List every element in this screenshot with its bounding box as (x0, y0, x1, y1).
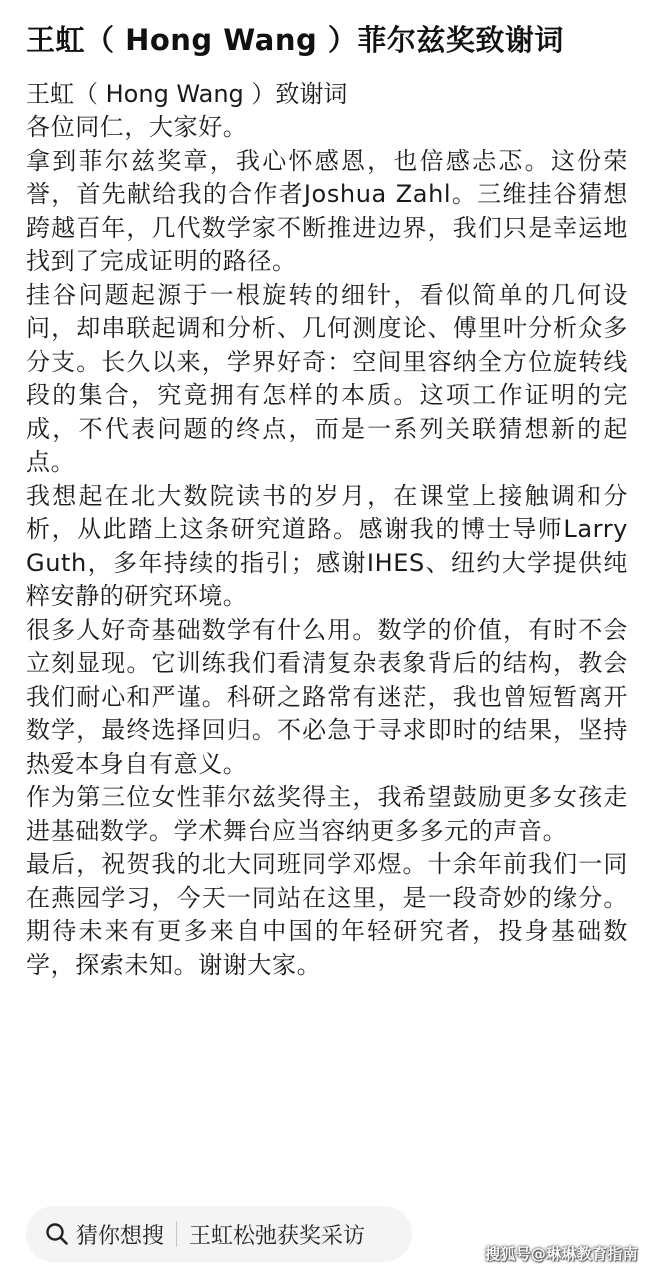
paragraph-women: 作为第三位女性菲尔兹奖得主，我希望鼓励更多女孩走进基础数学。学术舞台应当容纳更多多元的声音。 (26, 783, 628, 845)
paragraph-greeting: 各位同仁，大家好。 (26, 113, 248, 141)
suggested-query-link[interactable]: 王虹松弛获奖采访 (189, 1223, 366, 1249)
search-divider (176, 1221, 177, 1247)
paragraph-pku: 我想起在北大数院读书的岁月，在课堂上接触调和分析，从此踏上这条研究道路。感谢我的博士导师Larry Guth，多年持续的指引；感谢IHES、纽约大学提供纯粹安静的研究环境。 (26, 481, 628, 610)
suggested-search-bar[interactable] (26, 1206, 412, 1262)
source-watermark: 搜狐号@琳琳教育指南 (484, 1245, 638, 1263)
search-icon (44, 1221, 70, 1247)
article-body (26, 111, 628, 982)
paragraph-gratitude: 拿到菲尔兹奖章，我心怀感恩，也倍感忐忑。这份荣誉，首先献给我的合作者Joshua Zahl。三维挂谷猜想跨越百年，几代数学家不断推进边界，我们只是幸运地找到了完成证明的路径。 (26, 146, 628, 275)
search-label[interactable]: 猜你想搜 (76, 1223, 165, 1249)
article-subtitle: 王虹（ Hong Wang ）致谢词 (26, 80, 348, 108)
paragraph-closing: 最后，祝贺我的北大同班同学邓煜。十余年前我们一同在燕园学习，今天一同站在这里，是一段奇妙的缘分。期待未来有更多来自中国的年轻研究者，投身基础数学，探索未知。谢谢大家。 (26, 850, 628, 979)
paragraph-value: 很多人好奇基础数学有什么用。数学的价值，有时不会立刻显现。它训练我们看清复杂表象背后的结构，教会我们耐心和严谨。科研之路常有迷茫，我也曾短暂离开数学，最终选择回归。不必急于寻求即时的结果，坚持热爱本身自有意义。 (26, 615, 628, 778)
paragraph-kakeya: 挂谷问题起源于一根旋转的细针，看似简单的几何设问，却串联起调和分析、几何测度论、傅里叶分析众多分支。长久以来，学界好奇：空间里容纳全方位旋转线段的集合，究竟拥有怎样的本质。这项工作证明的完成，不代表问题的终点，而是一系列关联猜想新的起点。 (26, 280, 628, 476)
article-title: 王虹（ Hong Wang ）菲尔兹奖致谢词 (26, 23, 564, 57)
